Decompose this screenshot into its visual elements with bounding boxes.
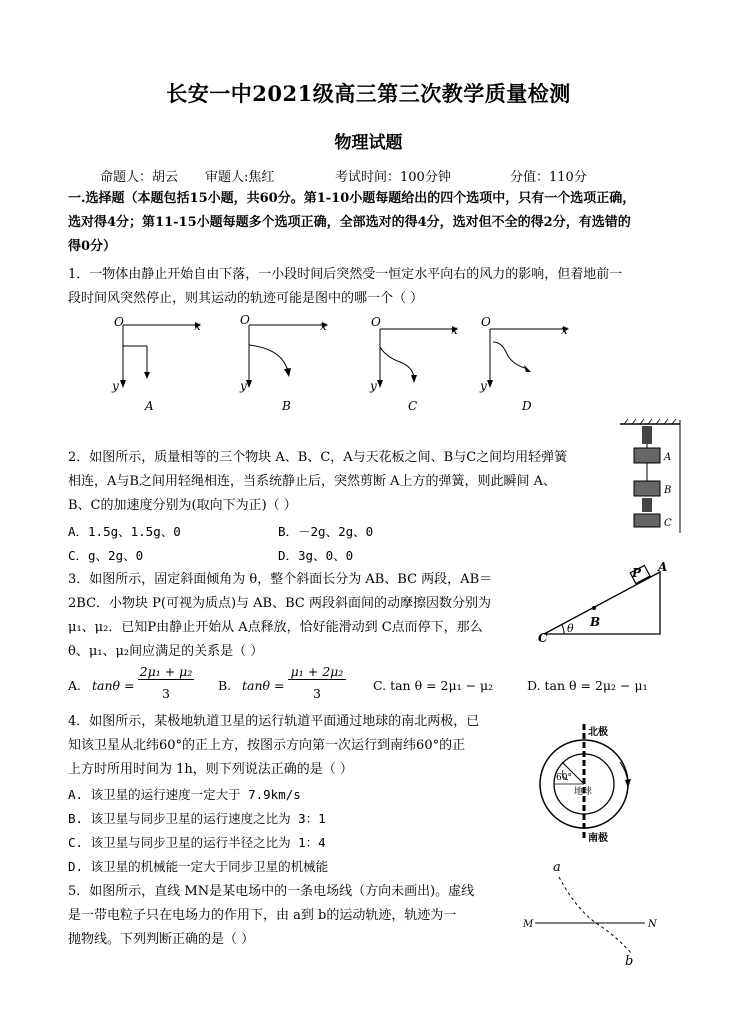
- q3-line-3: μ₁、μ₂．已知P由静止开始从 A点释放，恰好能滑动到 C点而停下，那么: [68, 620, 483, 635]
- subject-title: 物理试题: [334, 133, 403, 153]
- q3-option-d: D. tan θ = 2μ₂ − μ₁: [527, 678, 648, 693]
- q2-option-c: C．g、2g、0: [68, 548, 144, 563]
- q4-option-d: D. 该卫星的机械能一定大于同步卫星的机械能: [68, 859, 329, 874]
- q1-graph-c-label: C: [408, 399, 418, 413]
- exam-time: 考试时间：100分钟: [335, 170, 451, 185]
- q1-graph-c: [369, 315, 458, 413]
- q3-option-a-lhs: tanθ =: [92, 678, 135, 693]
- q1-graph-d-y: y: [480, 379, 487, 393]
- q3-option-b-denominator: 3: [313, 686, 321, 701]
- q4-line-2: 知该卫星从北纬60°的正上方，按图示方向第一次运行到南纬60°的正: [68, 738, 466, 753]
- q5-field-figure: [515, 855, 675, 973]
- q4-option-b: B. 该卫星与同步卫星的运行速度之比为 3：1: [68, 811, 326, 826]
- q3-incline-figure: [536, 560, 671, 645]
- q1-graph-b-y: y: [240, 379, 247, 393]
- q1-graph-b-label: B: [282, 399, 291, 413]
- q1-graph-a: [111, 315, 201, 413]
- section-instructions-line-1: 一.选择题（本题包括15小题，共60分。第1-10小题每题给出的四个选项中，只有一个选项正确，: [68, 191, 636, 206]
- section-instructions-line-2: 选对得4分；第11-15小题每题多个选项正确，全部选对的得4分，选对但不全的得2分，有选错的: [68, 215, 631, 230]
- q4-line-1: 4．如图所示，某极地轨道卫星的运行轨道平面通过地球的南北两极，已: [68, 714, 480, 729]
- q3-line-4: θ、μ₁、μ₂间应满足的关系是（ ）: [68, 644, 264, 659]
- q3-label-p: P: [632, 566, 642, 580]
- q1-line-2: 段时间风突然停止，则其运动的轨迹可能是图中的哪一个（ ）: [68, 291, 424, 306]
- q1-graph-a-x: x: [194, 319, 201, 333]
- q4-earth-label: 地球: [574, 787, 593, 797]
- q2-line-2: 相连，A与B之间用轻绳相连，当系统静止后，突然剪断 A上方的弹簧，则此瞬间 A、: [68, 474, 556, 489]
- total-score: 分值：110分: [510, 170, 587, 185]
- q1-graph-d-label: D: [522, 399, 532, 413]
- q3-line-2: 2BC．小物块 P(可视为质点)与 AB、BC 两段斜面间的动摩擦因数分别为: [68, 596, 491, 611]
- q1-graph-a-y: y: [112, 379, 119, 393]
- q3-option-b-numerator: μ₁ + 2μ₂: [288, 664, 346, 680]
- q2-block-b: [634, 481, 660, 496]
- q3-option-a-prefix: A.: [68, 678, 82, 693]
- page-title: 长安一中2021级高三第三次教学质量检测: [166, 81, 571, 106]
- q2-option-a: A．1.5g、1.5g、0: [68, 524, 181, 539]
- q1-graph-b: [239, 313, 328, 413]
- q4-south-label: 南极: [588, 833, 608, 844]
- q5-label-n: N: [648, 919, 657, 930]
- q2-line-3: B、C的加速度分别为(取向下为正)（ ）: [68, 498, 297, 513]
- q4-direction-arrow: [625, 779, 631, 788]
- q2-spring-bottom: [642, 498, 652, 512]
- q2-spring-block-figure: [618, 418, 688, 536]
- q5-line-2: 是一带电粒子只在电场力的作用下，由 a到 b的运动轨迹，轨迹为一: [68, 908, 457, 923]
- q1-graph-d-origin: O: [481, 315, 491, 329]
- q2-label-c: C: [664, 518, 672, 529]
- q3-label-b: B: [590, 615, 601, 629]
- q3-label-a: A: [658, 560, 668, 574]
- q1-graph-a-label: A: [145, 399, 154, 413]
- author: 命题人：胡云: [100, 170, 179, 185]
- q2-line-1: 2．如图所示，质量相等的三个物块 A、B、C，A与天花板之间、B与C之间均用轻弹簧: [68, 450, 568, 465]
- q5-trajectory: [559, 877, 631, 953]
- q3-option-c: C. tan θ = 2μ₁ − μ₂: [373, 678, 494, 693]
- q4-option-a: A. 该卫星的运行速度一定大于 7.9km/s: [68, 787, 301, 802]
- q1-trajectory-figures: [100, 312, 580, 417]
- q5-label-a: a: [553, 860, 561, 875]
- q3-option-b-prefix: B.: [218, 678, 232, 693]
- q3-line-1: 3．如图所示，固定斜面倾角为 θ，整个斜面长分为 AB、BC 两段，AB＝: [68, 572, 493, 587]
- q2-label-a: A: [664, 452, 672, 463]
- q2-option-b: B．－2g、2g、0: [278, 524, 374, 539]
- q4-option-c: C. 该卫星与同步卫星的运行半径之比为 1：4: [68, 835, 326, 850]
- q2-spring-top: [642, 426, 652, 444]
- q5-line-3: 抛物线。下列判断正确的是（ ）: [68, 932, 255, 947]
- q1-graph-d: [479, 315, 569, 413]
- q1-graph-d-x: x: [561, 323, 568, 337]
- q5-line-1: 5．如图所示，直线 MN是某电场中的一条电场线（方向未画出)。虚线: [68, 884, 475, 899]
- q1-graph-b-x: x: [320, 319, 327, 333]
- q4-north-label: 北极: [588, 727, 608, 738]
- q2-block-c: [634, 514, 660, 527]
- q3-option-a-denominator: 3: [162, 686, 170, 701]
- q4-angle-label: 60°: [556, 773, 572, 783]
- q1-graph-c-y: y: [370, 379, 377, 393]
- q1-graph-c-origin: O: [371, 315, 381, 329]
- q4-line-3: 上方时所用时间为 1h，则下列说法正确的是（ ）: [68, 762, 353, 777]
- q1-line-1: 1．一物体由静止开始自由下落，一小段时间后突然受一恒定水平向右的风力的影响，但着地前一: [68, 267, 623, 282]
- q1-graph-c-x: x: [451, 323, 458, 337]
- q5-label-b: b: [625, 954, 634, 969]
- q1-graph-b-origin: O: [240, 313, 250, 327]
- q3-option-a-numerator: 2μ₁ + μ₂: [139, 664, 193, 679]
- reviewer: 审题人:焦红: [205, 170, 275, 185]
- q1-graph-a-origin: O: [114, 315, 124, 329]
- section-instructions-line-3: 得0分）: [68, 239, 117, 254]
- q3-label-c: C: [538, 631, 548, 645]
- q3-label-theta: θ: [567, 622, 574, 635]
- q5-label-m: M: [523, 919, 534, 930]
- q2-block-a: [634, 448, 660, 463]
- q2-label-b: B: [664, 485, 672, 496]
- q4-orbit-figure: [532, 722, 644, 844]
- q2-option-d: D．3g、0、0: [278, 548, 354, 563]
- q3-option-b-lhs: tanθ =: [242, 678, 285, 693]
